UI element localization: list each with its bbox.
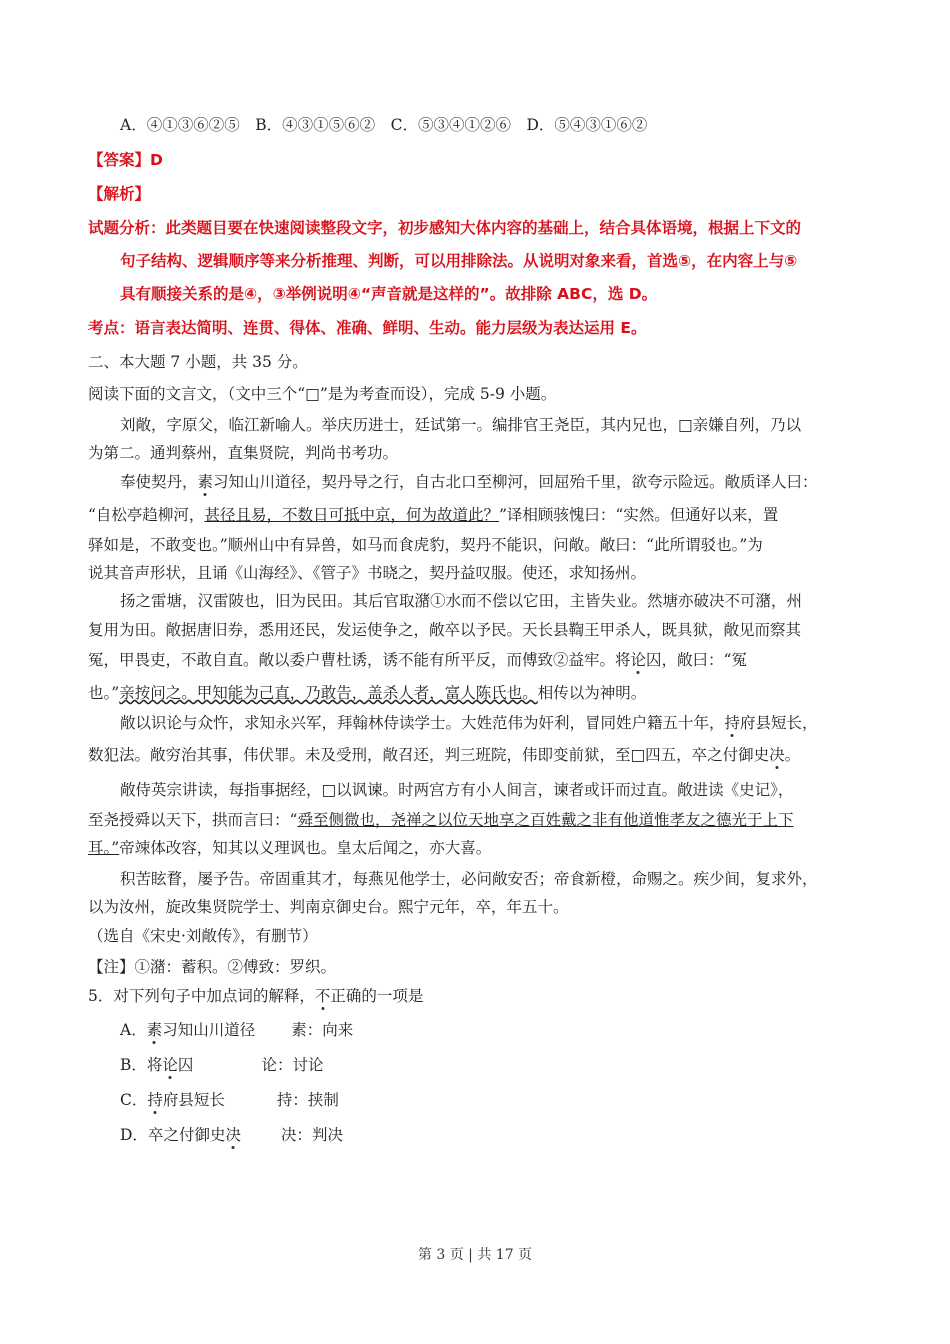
question-5-option-b[interactable] [120,1055,323,1075]
text-run: 5．对下列句子中加点词的解释， [88,987,315,1005]
answer-value: D [150,151,163,169]
text-run: 府县短长， [740,714,818,732]
passage-p2-line2 [88,505,778,525]
underlined-sentence: 甚径且易，不数日可抵中京，何为故道此？ [204,506,499,524]
option-gloss: 决：判决 [280,1126,343,1144]
underlined-sentence: 耳。” [88,839,120,857]
passage-p5-line2 [88,810,793,830]
passage-p5-line1: 敞侍英宗讲读，每指事据经，□以讽谏。时两宫方有小人间言，谏者或讦而过直。敞进读《史记》， [120,781,794,799]
text-run: 正确的一项是 [330,987,424,1005]
passage-p5-line3 [88,838,491,858]
dotted-word: 持 [147,1091,163,1109]
dotted-word: 素 [197,473,214,491]
passage-p1-line1: 刘敞，字原父，临江新喻人。举庆历进士，廷试第一。编排官王尧臣，其内兄也，□亲嫌自列，乃以 [120,416,802,434]
option-gloss: 持：挟制 [276,1091,339,1109]
option-key: D． [120,1126,148,1144]
dotted-word: 持 [724,714,741,732]
question-5-stem [88,986,423,1006]
section-title: 二、本大题 7 小题，共 35 分。 [88,353,308,371]
dotted-word: 论 [162,1056,178,1074]
analysis-label: 【解析】 [88,185,151,203]
text-run: 卒之付御史 [147,1126,226,1144]
passage-p3-line2: 复用为田。敞据唐旧券，悉用还民，发运使争之，敞卒以予民。天长县鞫王甲杀人，既具狱，敞见而察其 [88,621,802,639]
page-footer: 第 3 页 | 共 17 页 [417,1247,533,1263]
passage-p4-line2 [88,745,800,765]
answer-line [88,150,163,170]
passage-p4-line1 [120,713,818,733]
option-gloss: 素：向来 [291,1021,354,1039]
underlined-sentence: 亲按问之。甲知能为己直，乃敢告，盖杀人者，富人陈氏也。 [119,684,538,702]
dotted-word: 决 [225,1126,241,1144]
text-run: 习知山川道径，契丹导之行，自古北口至柳河，回屈殆千里，欲夸示险远。敞质译人曰： [213,473,818,491]
text-run: 数犯法。敞穷治其事，伟伏罪。未及受刑，敞召还，判三班院，伟即变前狱，至□四五，卒之付御史 [88,746,770,764]
passage-p3-line3 [88,650,747,670]
text-run: 敞以识论与众忤，求知永兴军，拜翰林侍读学士。大姓范伟为奸利，冒同姓户籍五十年， [120,714,725,732]
text-run: 府县短长 [162,1091,225,1109]
underlined-sentence: 舜至侧微也，尧禅之以位天地享之百姓戴之非有他道惟孝友之德光于上下 [297,811,794,829]
passage-p6-line1: 积苦眩瞀，屡予告。帝固重其才，每燕见他学士，必问敞安否；帝食新橙，命赐之。疾少间，复求外， [120,870,818,888]
text-run: 囚 [177,1056,194,1074]
previous-options: A．④①③⑥②⑤ B．④③①⑤⑥② C．⑤③④①②⑥ D．⑤④③①⑥② [120,116,648,134]
question-5-option-c[interactable] [120,1090,339,1110]
text-run: ”译相顾骇愧曰：“实然。但通好以来，置 [498,506,779,524]
option-gloss: 论：讨论 [261,1056,324,1074]
text-run: 帝竦体改容，知其以义理讽也。皇太后闻之，亦大喜。 [119,839,492,857]
text-run: 冤，甲畏吏，不敢自直。敞以委户曹杜诱，诱不能有所平反，而傅致②益牢。将 [88,651,631,669]
text-run: 。 [784,746,801,764]
analysis-line-1: 试题分析：此类题目要在快速阅读整段文字，初步感知大体内容的基础上，结合具体语境，根据上下文的 [88,219,802,237]
passage-p2-line3: 驿如是，不敢变也。”顺州山中有异兽，如马而食虎豹，契丹不能识，问敞。敞曰：“此所谓驳也。”为 [88,536,763,554]
text-run: 囚，敞曰：“冤 [646,651,747,669]
passage-p1-line2: 为第二。通判蔡州，直集贤院，判尚书考功。 [88,444,399,462]
passage-p2-line1 [120,472,818,492]
passage-p2-line4: 说其音声形状，且诵《山海经》、《管子》书晓之，契丹益叹服。使还，求知扬州。 [88,564,647,582]
analysis-line-2: 句子结构、逻辑顺序等来分析推理、判断，可以用排除法。从说明对象来看，首选⑤，在内容上与⑤ [120,252,798,270]
text-run: 奉使契丹， [120,473,198,491]
instruction: 阅读下面的文言文，（文中三个“□”是为考查而设），完成 5-9 小题。 [88,385,557,403]
source-note: （选自《宋史·刘敞传》，有删节） [88,927,318,945]
passage-p3-line1: 扬之雷塘，汉雷陂也，旧为民田。其后官取潴①水而不偿以它田，主皆失业。然塘亦破决不可潴，州 [120,592,803,610]
option-key: B． [120,1056,147,1074]
text-run: 至尧授舜以天下，拱而言曰：“ [88,811,298,829]
dotted-word: 决 [769,746,785,764]
text-run: “自松亭趋柳河， [88,506,205,524]
dotted-word: 不 [314,987,331,1005]
passage-p3-line4 [88,683,646,703]
text-run: 习知山川道径 [162,1021,256,1039]
text-run: 将 [146,1056,163,1074]
dotted-word: 论 [630,651,647,669]
question-5-option-d[interactable] [120,1125,343,1145]
text-run: 相传以为神明。 [537,684,647,702]
option-key: C． [120,1091,148,1109]
dotted-word: 素 [146,1021,163,1039]
analysis-line-4: 考点：语言表达简明、连贯、得体、准确、鲜明、生动。能力层级为表达运用 E。 [88,319,647,337]
annotation-note: 【注】①潴：蓄积。②傅致：罗织。 [88,958,337,976]
text-run: 也。” [88,684,120,702]
option-key: A． [120,1021,147,1039]
passage-p6-line2: 以为汝州，旋改集贤院学士、判南京御史台。熙宁元年，卒，年五十。 [88,898,569,916]
question-5-option-a[interactable] [120,1020,353,1040]
analysis-line-3: 具有顺接关系的是④，③举例说明④“声音就是这样的”。故排除 ABC，选 D。 [120,285,658,303]
answer-label: 【答案】 [88,151,151,169]
